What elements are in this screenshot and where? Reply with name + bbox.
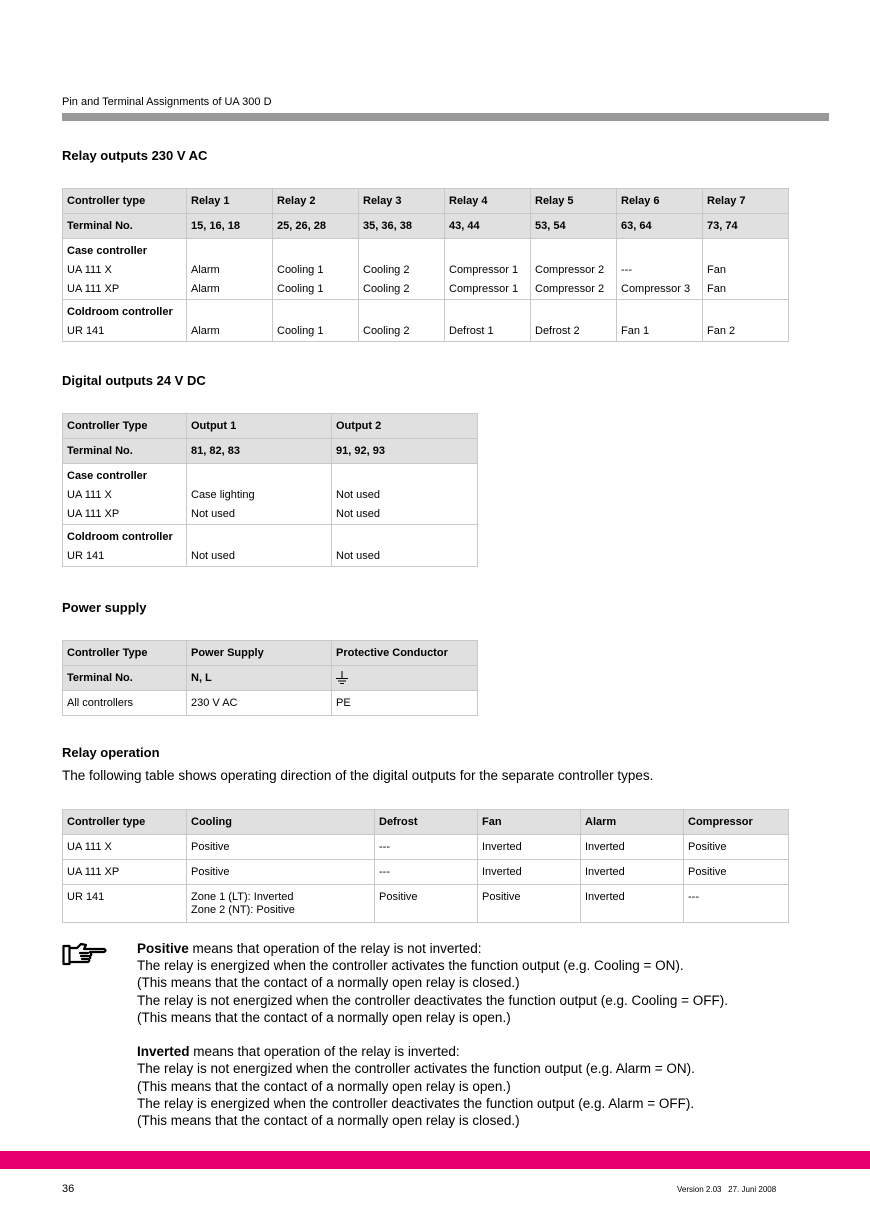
table-cell: Inverted	[581, 885, 684, 923]
controller-name: UA 111 X	[67, 489, 112, 501]
cell-value: Cooling 2	[363, 283, 410, 295]
note-inverted-lead: Inverted means that operation of the relay is inverted:	[137, 1044, 460, 1060]
table-cell: UA 111 X	[63, 835, 187, 860]
group-label: Case controller	[67, 470, 148, 482]
note-line: The relay is energized when the controller deactivates the function output (e.g. Alarm = OFF).	[137, 1095, 695, 1111]
relay-outputs-heading: Relay outputs 230 V AC	[62, 148, 208, 163]
table-cell	[63, 464, 187, 525]
controller-name: UR 141	[67, 325, 105, 337]
positive-term: Positive	[137, 941, 189, 956]
digital-outputs-table	[62, 413, 478, 567]
cell-value: Fan 1	[621, 325, 650, 337]
note-line: (This means that the contact of a normally open relay is closed.)	[137, 1113, 520, 1129]
cell-value: Compressor 1	[449, 283, 519, 295]
relay-operation-table	[62, 809, 789, 923]
table-cell: All controllers	[63, 691, 187, 716]
cell-value: Not used	[336, 489, 381, 501]
table-cell: UR 141	[63, 885, 187, 923]
cell-value: Compressor 2	[535, 283, 605, 295]
cell-value: Cooling 1	[277, 325, 324, 337]
table-cell: 43, 44	[445, 214, 531, 239]
column-header: Controller type	[63, 810, 187, 835]
column-header: Relay 7	[703, 189, 789, 214]
table-cell	[187, 525, 332, 567]
table-cell: 53, 54	[531, 214, 617, 239]
controller-name: UA 111 X	[67, 264, 112, 276]
note-line: The relay is not energized when the controller deactivates the function output (e.g. Cooling = OFF).	[137, 992, 728, 1008]
table-cell	[531, 300, 617, 342]
table-cell: 230 V AC	[187, 691, 332, 716]
note-line: The relay is energized when the controller activates the function output (e.g. Cooling = ON).	[137, 958, 684, 974]
table-cell: 81, 82, 83	[187, 439, 332, 464]
cell-value: Not used	[191, 508, 236, 520]
table-cell: 25, 26, 28	[273, 214, 359, 239]
table-cell	[703, 239, 789, 300]
cell-value: Not used	[336, 550, 381, 562]
inverted-term: Inverted	[137, 1044, 190, 1060]
table-cell	[359, 300, 445, 342]
group-label: Coldroom controller	[67, 306, 173, 318]
column-header: Power Supply	[187, 641, 332, 666]
cell-value: Cooling 2	[363, 264, 410, 276]
column-header: Output 1	[187, 414, 332, 439]
version-info: Version 2.03 27. Juni 2008	[677, 1185, 777, 1194]
table-cell	[273, 239, 359, 300]
table-cell: ---	[375, 835, 478, 860]
table-row	[63, 464, 478, 525]
column-header: Relay 6	[617, 189, 703, 214]
table-cell: Inverted	[581, 835, 684, 860]
table-row	[63, 239, 789, 300]
power-supply-heading: Power supply	[62, 600, 147, 615]
cell-value: Not used	[191, 550, 236, 562]
controller-name: UA 111 XP	[67, 283, 120, 295]
group-label: Case controller	[67, 245, 148, 257]
table-cell: Terminal No.	[63, 214, 187, 239]
column-header: Protective Conductor	[332, 641, 478, 666]
column-header: Output 2	[332, 414, 478, 439]
table-cell	[617, 239, 703, 300]
table-row	[63, 691, 478, 716]
table-cell: Positive	[478, 885, 581, 923]
cell-value: Zone 2 (NT): Positive	[191, 904, 295, 916]
relay-outputs-table	[62, 188, 789, 342]
table-cell	[445, 239, 531, 300]
table-cell: Inverted	[581, 860, 684, 885]
table-cell: Terminal No.	[63, 439, 187, 464]
table-cell	[187, 239, 273, 300]
page-number: 36	[62, 1183, 75, 1195]
column-header: Relay 2	[273, 189, 359, 214]
cell-value: Fan	[707, 264, 726, 276]
pointing-hand-icon	[62, 942, 108, 968]
column-header: Compressor	[684, 810, 789, 835]
table-cell: 91, 92, 93	[332, 439, 478, 464]
header-divider	[62, 113, 829, 121]
table-header-row	[63, 641, 478, 666]
column-header: Relay 1	[187, 189, 273, 214]
cell-value: Zone 1 (LT): Inverted	[191, 891, 294, 903]
table-cell: Inverted	[478, 835, 581, 860]
table-cell	[359, 239, 445, 300]
column-header: Alarm	[581, 810, 684, 835]
cell-value: Cooling 1	[277, 264, 324, 276]
cell-value: Cooling 2	[363, 325, 410, 337]
column-header: Relay 3	[359, 189, 445, 214]
table-cell: Positive	[187, 860, 375, 885]
cell-value: Alarm	[191, 264, 220, 276]
table-cell	[445, 300, 531, 342]
digital-outputs-heading: Digital outputs 24 V DC	[62, 373, 206, 388]
table-cell: Positive	[684, 860, 789, 885]
table-row	[63, 835, 789, 860]
table-cell	[332, 464, 478, 525]
cell-value: Cooling 1	[277, 283, 324, 295]
table-cell: PE	[332, 691, 478, 716]
relay-note	[137, 940, 837, 1129]
controller-name: UA 111 XP	[67, 508, 120, 520]
table-cell: 73, 74	[703, 214, 789, 239]
table-cell	[332, 525, 478, 567]
table-cell	[187, 300, 273, 342]
table-cell	[187, 885, 375, 923]
group-label: Coldroom controller	[67, 531, 173, 543]
table-cell	[273, 300, 359, 342]
page-header-title: Pin and Terminal Assignments of UA 300 D	[62, 96, 272, 108]
cell-value: Not used	[336, 508, 381, 520]
column-header: Relay 4	[445, 189, 531, 214]
table-row	[63, 860, 789, 885]
terminal-row	[63, 439, 478, 464]
note-line: The relay is not energized when the controller activates the function output (e.g. Alarm = ON).	[137, 1061, 695, 1077]
table-cell	[332, 666, 478, 691]
table-row	[63, 525, 478, 567]
column-header: Defrost	[375, 810, 478, 835]
controller-name: UR 141	[67, 550, 105, 562]
table-row	[63, 300, 789, 342]
relay-operation-heading: Relay operation	[62, 745, 160, 760]
table-header-row	[63, 810, 789, 835]
table-cell: Positive	[187, 835, 375, 860]
table-cell	[617, 300, 703, 342]
table-cell	[703, 300, 789, 342]
cell-value: Fan 2	[707, 325, 736, 337]
power-supply-table	[62, 640, 478, 716]
table-cell	[63, 239, 187, 300]
column-header: Fan	[478, 810, 581, 835]
table-cell: 63, 64	[617, 214, 703, 239]
table-cell: Positive	[684, 835, 789, 860]
table-cell: N, L	[187, 666, 332, 691]
note-line: (This means that the contact of a normally open relay is open.)	[137, 1078, 511, 1094]
cell-value: Fan	[707, 283, 726, 295]
cell-value: Compressor 2	[535, 264, 605, 276]
table-cell	[187, 464, 332, 525]
table-cell: Inverted	[478, 860, 581, 885]
column-header: Controller Type	[63, 641, 187, 666]
table-cell	[63, 300, 187, 342]
note-line: (This means that the contact of a normally open relay is closed.)	[137, 975, 520, 991]
note-line: (This means that the contact of a normally open relay is open.)	[137, 1009, 511, 1025]
cell-value: Compressor 1	[449, 264, 519, 276]
table-header-row	[63, 189, 789, 214]
cell-value: Alarm	[191, 325, 220, 337]
terminal-row	[63, 666, 478, 691]
cell-value: Defrost 2	[535, 325, 580, 337]
column-header: Cooling	[187, 810, 375, 835]
cell-value: Case lighting	[191, 489, 255, 501]
note-positive-lead: Positive means that operation of the relay is not inverted:	[137, 941, 482, 956]
cell-value: Compressor 3	[621, 283, 691, 295]
table-cell: Positive	[375, 885, 478, 923]
table-cell: UA 111 XP	[63, 860, 187, 885]
cell-value: Defrost 1	[449, 325, 494, 337]
terminal-row	[63, 214, 789, 239]
column-header: Relay 5	[531, 189, 617, 214]
column-header: Controller Type	[63, 414, 187, 439]
table-cell: ---	[684, 885, 789, 923]
protective-earth-icon	[336, 671, 348, 685]
table-row	[63, 885, 789, 923]
table-cell: ---	[375, 860, 478, 885]
table-cell: 15, 16, 18	[187, 214, 273, 239]
table-cell: 35, 36, 38	[359, 214, 445, 239]
table-header-row	[63, 414, 478, 439]
table-cell	[63, 525, 187, 567]
footer-bar	[0, 1151, 870, 1169]
column-header: Controller type	[63, 189, 187, 214]
relay-operation-intro: The following table shows operating direction of the digital outputs for the separate controller types.	[62, 768, 654, 783]
cell-value: Alarm	[191, 283, 220, 295]
table-cell: Terminal No.	[63, 666, 187, 691]
table-cell	[531, 239, 617, 300]
cell-value: ---	[621, 264, 632, 276]
